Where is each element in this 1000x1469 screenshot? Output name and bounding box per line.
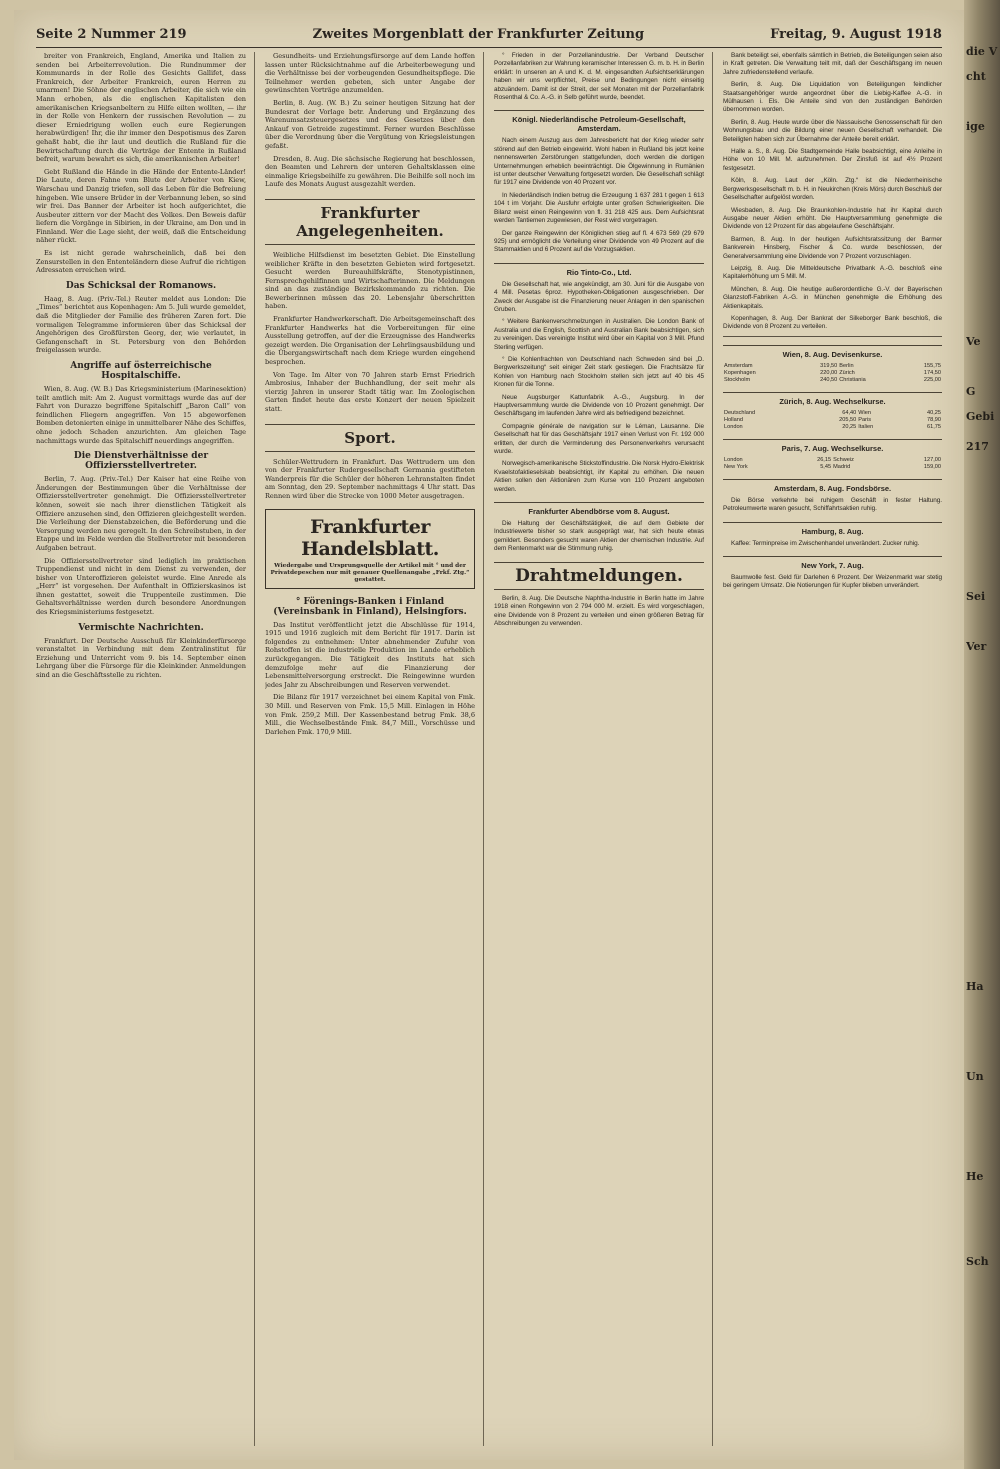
article-text: Köln, 8. Aug. Laut der „Köln. Ztg.“ ist die Niederrheinische Bergwerksgesellschaft m. b. H. in Neukirchen (Kreis Mörs) durch Beschluß der Gesellschafter aufgelöst worden. <box>723 177 942 202</box>
rates-table-zuerich <box>723 410 942 431</box>
article-text: ° Frieden in der Porzellanindustrie. Der Verband Deutscher Porzellanfabriken zur Wahrung keramischer Interessen G. m. b. H. in Berlin erklärt: In unseren an A und K. d. M. eingesandten Aufsichtserklärungen haben wir uns verpflichtet, Preise und Bedingungen nicht einseitig abzuändern. Damit ist der Streit, der seit Monaten mit der Porzellanfabrik Rosenthal & Co. A.-G. in Selb geführt wurde, beendet. <box>494 52 704 102</box>
article-text: Das Institut veröffentlicht jetzt die Abschlüsse für 1914, 1915 und 1916 zugleich mit dem Bericht für 1917. Darin ist folgendes zu entnehmen: Unter abnehmender Zufuhr von Rohstoffen ist die industrielle Produktion im Lande erheblich zurückgegangen. Die Tätigkeit des Instituts hat sich demzufolge mehr auf die Finanzierung der Lebensmittelversorgung erstreckt. Die Reingewinne wurden jedes Jahr zu Abschreibungen und Reserven verwendet. <box>265 620 475 689</box>
divider <box>723 336 942 337</box>
headline-zuerich-wechsel: Zürich, 8. Aug. Wechselkurse. <box>723 392 942 406</box>
section-drahtmeldungen: Drahtmeldungen. <box>494 562 704 590</box>
edge-fragment-text: He <box>966 1170 984 1183</box>
rate-place: Stockholm <box>724 376 751 383</box>
headline-new-york: New York, 7. Aug. <box>723 556 942 570</box>
header-page-number: Seite 2 Nummer 219 <box>36 26 187 42</box>
headline-petroleum: Königl. Niederländische Petroleum-Gesellschaft, Amsterdam. <box>494 110 704 133</box>
rate-value: 20,25 <box>842 423 857 430</box>
rate-place: Wien <box>858 409 872 416</box>
rate-value: 61,75 <box>927 423 941 430</box>
article-text: Bank beteiligt sei, ebenfalls sämtlich in Betrieb, die Beteiligungen seien also in Kraft getreten. Die Verwaltung teilt mit, daß der Geschäftsgang im neuen Jahre zufriedenstellend verlaufe. <box>723 52 942 76</box>
rate-row <box>723 363 942 370</box>
section-frankfurter-angelegenheiten: Frankfurter Angelegenheiten. <box>265 199 475 245</box>
article-text: Barmen, 8. Aug. In der heutigen Aufsichtsratssitzung der Barmer Bankverein Hinsberg, Fischer & Co. wurde beschlossen, der Generalversammlung eine Dividende von 7 Prozent vorzuschlagen. <box>723 235 942 260</box>
rate-place: London <box>724 456 743 463</box>
article-text: Gesundheits- und Erziehungsfürsorge auf dem Lande hoffen lassen unter Rücksichtnahme auf die Arbeiterbewegung und die Verhältnisse bei der vorbeugenden Gesundheitspflege. Die Teilnehmer werden gebeten, sich unter Angabe der gewünschten Vorträge anzumelden. <box>265 52 475 95</box>
column-1 <box>36 52 255 1446</box>
article-text: Haag, 8. Aug. (Priv.-Tel.) Reuter meldet aus London: Die „Times“ berichtet aus Kopenhagen: Am 5. Juli wurde gemeldet, daß die Mitglieder der Familie des früheren Zaren fort. Die vormaligen Telegramme informieren über das Schicksal der Angehörigen des Großfürsten Georg, der, wie verlautet, in Gefangenschaft in St. Petersburg von den Behörden freigelassen wurde. <box>36 294 246 355</box>
rates-table-paris <box>723 457 942 471</box>
article-text: Die Bilanz für 1917 verzeichnet bei einem Kapital von Fmk. 30 Mill. und Reserven von Fmk. 15,5 Mill. Einlagen in Höhe von Fmk. 259,2 Mill. Der Kassenbestand betrug Fmk. 38,6 Mill., die Wechselbestände Fmk. 84,7 Mill., Vorschüsse und Darlehen Fmk. 170,9 Mill. <box>265 693 475 736</box>
edge-fragment-text: Sch <box>966 1255 989 1268</box>
article-text: Frankfurt. Der Deutsche Ausschuß für Kleinkinderfürsorge veranstaltet in Verbindung mit dem Zentralinstitut für Erziehung und Unterricht vom 9. bis 14. September einen Lehrgang über die Fürsorge für die Kleinkinder. Anmeldungen sind an die Geschäftsstelle zu richten. <box>36 636 246 680</box>
rate-value: 240,50 <box>820 376 838 383</box>
article-text: Die Offiziersstellvertreter sind lediglich im praktischen Truppendienst und nicht in dem Dienst zu verwenden, der bisher von Unteroffizieren geleistet wurde. Eine Anrede als „Herr“ ist vorgesehen. Der Aufenthalt in Offizierskasinos ist ihnen gestattet, soweit die Truppenteile zustimmen. Die Gehaltsverhältnisse werden durch besondere Anordnungen des Kriegsministeriums festgesetzt. <box>36 556 246 617</box>
headline-vermischte: Vermischte Nachrichten. <box>78 622 204 633</box>
rate-row <box>723 464 942 471</box>
article-text: Die Haltung der Geschäftstätigkeit, die auf dem Gebiete der Industriewerte bisher so stark ausgeprägt war, hat sich heute etwas gemildert. Besonders gesucht waren Aktien der chemischen Industrie. Auf dem Rentenmarkt war die Stimmung ruhig. <box>494 520 704 553</box>
article-text: Berlin, 7. Aug. (Priv.-Tel.) Der Kaiser hat eine Reihe von Änderungen der Bestimmungen über die Verhältnisse der Offiziersstellvertreter genehmigt. Die Offiziersstellvertreter können, soweit sie nach ihrer dienstlichen Tätigkeit als Offiziere anzusehen sind, den Offizieren gleichgestellt werden. Die Verleihung der Dienstabzeichen, die Beförderung und die Versorgung werden neu geregelt. In den Schreibstuben, in der Etappe und im Felde werden die Stellvertreter mit besonderen Aufgaben betraut. <box>36 475 246 552</box>
edge-fragment-text: Ver <box>966 640 987 653</box>
rate-value: 5,45 <box>820 463 832 470</box>
headline-wien-devisen: Wien, 8. Aug. Devisenkurse. <box>723 345 942 359</box>
rate-place: Kopenhagen <box>724 369 756 376</box>
edge-fragment-text: ige <box>966 120 985 133</box>
rate-place: Holland <box>724 416 743 423</box>
rate-row <box>723 410 942 417</box>
column-3 <box>494 52 713 1446</box>
rate-value: 26,15 <box>817 456 832 463</box>
article-text: Norwegisch-amerikanische Stickstoffindustrie. Die Norsk Hydro-Elektrisk Kvaelstofaktieselskab beabsichtigt, ihr Kapital zu erhöhen. Die neuen Aktien sollen den Aktionären zum Kurse von 110 Prozent angeboten werden. <box>494 460 704 493</box>
rate-place: Berlin <box>839 362 854 369</box>
adjacent-page-edge <box>964 0 1000 1469</box>
headline-abendboerse: Frankfurter Abendbörse vom 8. August. <box>494 502 704 516</box>
article-text: Berlin, 8. Aug. Die Deutsche Naphtha-Industrie in Berlin hatte im Jahre 1918 einen Rohgewinn von 2 794 000 M. erzielt. Es wird vorgeschlagen, eine Dividende von 8 Prozent zu verteilen und einen größeren Betrag für Abschreibungen zu verwenden. <box>494 594 704 627</box>
article-text: Wien, 8. Aug. (W. B.) Das Kriegsministerium (Marinesektion) teilt amtlich mit: Am 2. August vormittags wurde das auf der Fahrt von Durazzo begriffene Spitalschiff „Baron Call“ von feindlichen Fliegern angegriffen. Von 15 abgeworfenen Bomben detonierten einige in unmittelbarer Nähe des Schiffes, ohne jedoch Schaden anzurichten. Am gleichen Tage nachmittags wurde das Spitalschiff neuerdings angegriffen. <box>36 385 246 445</box>
edge-fragment-text: Ve <box>966 335 981 348</box>
article-text: Compagnie générale de navigation sur le Léman, Lausanne. Die Gesellschaft hat für das Geschäftsjahr 1917 einen Verlust von Fr. 192 000 erlitten, der durch die Verminderung des Personenverkehrs verursacht wurde. <box>494 422 704 456</box>
rate-place: New York <box>724 463 748 470</box>
article-text: Gebt Rußland die Hände in die Hände der Entente-Länder! Die Laute, deren Fahne vom Blute der Arbeiter von Kiew, Warschau und Danzig triefen, soll das Leben für die Befreiung hingeben. Wie unsere Brüder in der Verbannung leben, so sind wir frei. Das Banner der Arbeiter ist hoch aufgerichtet, die Ausbeuter zittern vor der Macht des Volkes. Den Beweis dafür liefern die Vorgänge in Sibirien, in der Ukraine, am Don und in Finnland. Wer die Lage sieht, der weiß, daß die Entscheidung näher rückt. <box>36 167 246 245</box>
article-text: Dresden, 8. Aug. Die sächsische Regierung hat beschlossen, den Beamten und Lehrern der unteren Gehaltsklassen eine einmalige Kriegsbeihilfe zu gewähren. Die Beihilfe soll noch im Laufe des Monats August ausgezahlt werden. <box>265 154 475 189</box>
edge-fragment-text: Gebi <box>966 410 995 423</box>
rate-row <box>723 457 942 464</box>
article-text: Berlin, 8. Aug. (W. B.) Zu seiner heutigen Sitzung hat der Bundesrat der Vorlage betr. Änderung und Ergänzung des Warenumsatzsteuergesetzes und des Gesetzes über den Ankauf von Getreide zugestimmt. Ferner wurden Beschlüsse über die Verordnung über die Vergütung von Kriegsleistungen gefaßt. <box>265 98 475 150</box>
article-text: Nach einem Auszug aus dem Jahresbericht hat der Krieg wieder sehr störend auf den Betrieb eingewirkt. Wohl haben in Rußland bis jetzt keine nennenswerten Zerstörungen stattgefunden, doch werden die dortigen Unternehmungen erheblich beeinträchtigt. Die Ölgewinnung in Rumänien ist unter deutscher Verwaltung fortgesetzt worden. Die Gesellschaft schlägt für 1917 eine Dividende von 40 Prozent vor. <box>494 137 704 187</box>
article-text: Neue Augsburger Kattunfabrik A.-G., Augsburg. In der Hauptversammlung wurde die Dividende von 10 Prozent genehmigt. Der Geschäftsgang im laufenden Jahre wird als befriedigend bezeichnet. <box>494 393 704 418</box>
headline-hospitalschiffe: Angriffe auf österreichische Hospitalschiffe. <box>70 361 212 381</box>
edge-fragment-text: die V <box>966 45 998 58</box>
headline-hamburg: Hamburg, 8. Aug. <box>723 522 942 536</box>
article-text: Schüler-Wettrudern in Frankfurt. Das Wettrudern um den von der Frankfurter Rudergesellschaft Germania gestifteten Wanderpreis für die Schüler der höheren Lehranstalten findet am Sonntag, den 29. September nachmittags 4 Uhr statt. Das Rennen wird über die Strecke von 1000 Meter ausgetragen. <box>265 457 475 500</box>
edge-fragment-text: Un <box>966 1070 984 1083</box>
rate-row <box>723 417 942 424</box>
rate-place: Christiania <box>839 376 866 383</box>
headline-foerenings-banken: ° Förenings-Banken i Finland (Vereinsbank in Finland), Helsingfors. <box>273 596 467 617</box>
headline-dienstverhaeltnisse: Die Dienstverhältnisse der Offiziersstellvertreter. <box>73 451 209 472</box>
rate-value: 220,00 <box>820 369 838 376</box>
rate-place: Deutschland <box>724 409 756 416</box>
article-text: breiter von Frankreich, England, Amerika und Italien zu senden bei Arbeiterrevolution. Die Rundnummer der Kommunards in der Rolle des Gesichts Gallifet, dass Frankreich, der Arbeiter Frankreich, euren Herren zu umarmen! Die Söhne der englischen Arbeiter, die sich wie ein Mann erhoben, als die englischen Kapitalisten den amerikanischen Kriegsanbeltern zu Hilfe eilten wollten, — ihr in der Rolle von Henkern der russischen Revolution — zu dieser Erniedrigung wollen euch eure Regierungen herabwürdigen! Ihr, die ihr immer den Despotismus des Zaren gehaßt habt, die ihr laut und deutlich die Rußland für die Bewirtschaftung durch die Verträge der Entente in Rußland befreit, warum bewahrt es sich, die amerikanischen Arbeiter! <box>36 52 246 164</box>
article-text: Weibliche Hilfsdienst im besetzten Gebiet. Die Einstellung weiblicher Kräfte in den besetzten Gebieten wird fortgesetzt. Gesucht werden Bureauhilfskräfte, Stenotypistinnen, Fernsprechgehilfinnen und Wirtschafterinnen. Die Meldungen sind an das zuständige Bezirkskommando zu richten. Die Bewerberinnen müssen das 20. Lebensjahr überschritten haben. <box>265 250 475 311</box>
headline-paris-wechsel: Paris, 7. Aug. Wechselkurse. <box>723 439 942 453</box>
rate-value: 64,40 <box>842 409 857 416</box>
edge-fragment-text: 217 <box>966 440 989 453</box>
rate-value: 40,25 <box>927 409 941 416</box>
article-text: Wiesbaden, 8. Aug. Die Braunkohlen-Industrie hat ihr Kapital durch Ausgabe neuer Aktien erhöht. Die Hauptversammlung genehmigte die Dividende von 12 Prozent für das abgelaufene Geschäftsjahr. <box>723 206 942 231</box>
rate-value: 78,90 <box>927 416 941 423</box>
article-text: München, 8. Aug. Die heutige außerordentliche G.-V. der Bayerischen Glanzstoff-Fabriken A.-G. in München genehmigte die Erhöhung des Aktienkapitals. <box>723 285 942 310</box>
article-text: Es ist nicht gerade wahrscheinlich, daß bei den Zensurstellen in den Ententeländern diese Aufruf die richtigen Adressaten erreichen wird. <box>36 249 246 275</box>
article-text: Die Gesellschaft hat, wie angekündigt, am 30. Juni für die Ausgabe von 4 Mill. Pesetas 6proz. Hypotheken-Obligationen ausgeschrieben. Der Zweck der Ausgabe ist die Finanzierung neuer Anlagen in den spanischen Gruben. <box>494 280 704 313</box>
article-text: Von Tage. Im Alter von 70 Jahren starb Ernst Friedrich Ambrosius, Inhaber der Buchhandlung, der seit mehr als vierzig Jahren in unserer Stadt tätig war. Im Zoologischen Garten findet heute das erste Konzert der neuen Spielzeit statt. <box>265 370 475 413</box>
column-4 <box>723 52 942 1446</box>
rate-place: Paris <box>858 416 872 423</box>
handelsblatt-title: Frankfurter Handelsblatt. <box>301 515 439 560</box>
article-text: Leipzig, 8. Aug. Die Mitteldeutsche Privatbank A.-G. beschloß eine Kapitalerhöhung um 5 Mill. M. <box>723 264 942 281</box>
article-text: Berlin, 8. Aug. Heute wurde über die Nassauische Genossenschaft für den Wohnungsbau und die Bildung einer neuen Gesellschaft verhandelt. Die Beteiligten haben sich zur Übernahme der Anteile bereit erklärt. <box>723 118 942 143</box>
headline-romanows: Das Schicksal der Romanows. <box>65 280 217 291</box>
rate-place: Zürich <box>839 369 855 376</box>
header-date: Freitag, 9. August 1918 <box>770 26 942 42</box>
rate-place: London <box>724 423 743 430</box>
column-2 <box>265 52 484 1446</box>
rate-value: 205,50 <box>839 416 857 423</box>
edge-fragment-text: cht <box>966 70 986 83</box>
section-sport: Sport. <box>265 424 475 452</box>
rate-place: Schweiz <box>833 456 854 463</box>
rate-value: 127,00 <box>923 456 941 463</box>
rate-row <box>723 424 942 431</box>
article-text: Baumwolle fest. Geld für Darlehen 6 Prozent. Der Weizenmarkt war stetig bei geringem Umsatz. Die Notierungen für Kupfer blieben unverändert. <box>723 574 942 590</box>
rate-value: 319,50 <box>820 362 838 369</box>
article-text: Der ganze Reingewinn der Königlichen stieg auf fl. 4 673 569 (29 679 925) und ermöglicht die Verteilung einer Dividende von 49 Prozent auf die Stammaktien und 6 Prozent auf die Vorzugsaktien. <box>494 229 704 254</box>
header-masthead: Zweites Morgenblatt der Frankfurter Zeitung <box>312 26 645 42</box>
handelsblatt-note: Wiedergabe und Ursprungsquelle der Artikel mit ° und der Privatdepeschen nur mit genauer Quellenangabe „Frkf. Ztg.“ gestattet. <box>270 562 470 583</box>
article-text: ° Weitere Bankenverschmelzungen in Australien. Die London Bank of Australia und die English, Scottish and Australian Bank beabsichtigen, sich zu vereinigen. Das vereinigte Institut wird über ein Kapital von 3 Mill. Pfund Sterling verfügen. <box>494 318 704 351</box>
page-header <box>36 24 942 48</box>
rate-place: Italien <box>858 423 874 430</box>
article-text: Kopenhagen, 8. Aug. Der Bankrat der Silkeborger Bank beschloß, die Dividende von 8 Prozent zu verteilen. <box>723 314 942 331</box>
handelsblatt-masthead <box>265 509 475 589</box>
rate-value: 155,75 <box>923 362 941 369</box>
rates-table-wien <box>723 363 942 384</box>
article-columns <box>36 52 942 1446</box>
rate-place: Madrid <box>833 463 851 470</box>
headline-rio-tinto: Rio Tinto-Co., Ltd. <box>494 263 704 277</box>
edge-fragment-text: Sei <box>966 590 986 603</box>
rate-value: 159,00 <box>923 463 941 470</box>
article-text: Halle a. S., 8. Aug. Die Stadtgemeinde Halle beabsichtigt, eine Anleihe in Höhe von 10 Mill. M. aufzunehmen. Der Zinsfuß ist auf 4½ Prozent festgesetzt. <box>723 148 942 172</box>
rate-place: Amsterdam <box>724 362 753 369</box>
article-text: Kaffee: Terminpreise im Zwischenhandel unverändert. Zucker ruhig. <box>731 539 920 547</box>
edge-fragment-text: G <box>966 385 976 398</box>
newspaper-page <box>14 10 964 1460</box>
article-text: ° Die Kohlenfrachten von Deutschland nach Schweden sind bei „D. Bergwerkszeitung“ seit einiger Zeit stark gestiegen. Die Frachtsätze für Kohlen von Hamburg nach Stockholm stellen sich jetzt auf 40 bis 45 Kronen für die Tonne. <box>494 355 704 389</box>
headline-amsterdam: Amsterdam, 8. Aug. Fondsbörse. <box>723 479 942 493</box>
rate-row <box>723 377 942 384</box>
rate-value: 225,00 <box>923 376 941 383</box>
article-text: Frankfurter Handwerkerschaft. Die Arbeitsgemeinschaft des Frankfurter Handwerks hat die Vorbereitungen für eine Ausstellung getroffen, auf der die Erzeugnisse des Handwerks gezeigt werden. Die Organisation der Lehrlingsausbildung und die Übergangswirtschaft nach dem Kriege wurden eingehend besprochen. <box>265 315 475 367</box>
article-text: In Niederländisch Indien betrug die Erzeugung 1 637 281 t gegen 1 613 104 t im Vorjahr. Die Ausfuhr erfolgte unter großen Schwierigkeiten. Die Bilanz weist einen Reingewinn von fl. 31 218 425 aus. Dem Aufsichtsrat werden Tantiemen zugewiesen, der Rest wird vorgetragen. <box>494 191 704 225</box>
rate-row <box>723 370 942 377</box>
rate-value: 174,50 <box>923 369 941 376</box>
article-text: Berlin, 8. Aug. Die Liquidation von Beteiligungen feindlicher Staatsangehöriger wurde angeordnet über die Liebig-Kaffee A.-G. in Mülhausen i. Els. Die Anteile sind von den zuständigen Behörden übernommen worden. <box>723 81 942 114</box>
article-text: Die Börse verkehrte bei ruhigem Geschäft in fester Haltung. Petroleumwerte waren gesucht, Schiffahrtsaktien ruhig. <box>723 496 942 513</box>
edge-fragment-text: Ha <box>966 980 984 993</box>
